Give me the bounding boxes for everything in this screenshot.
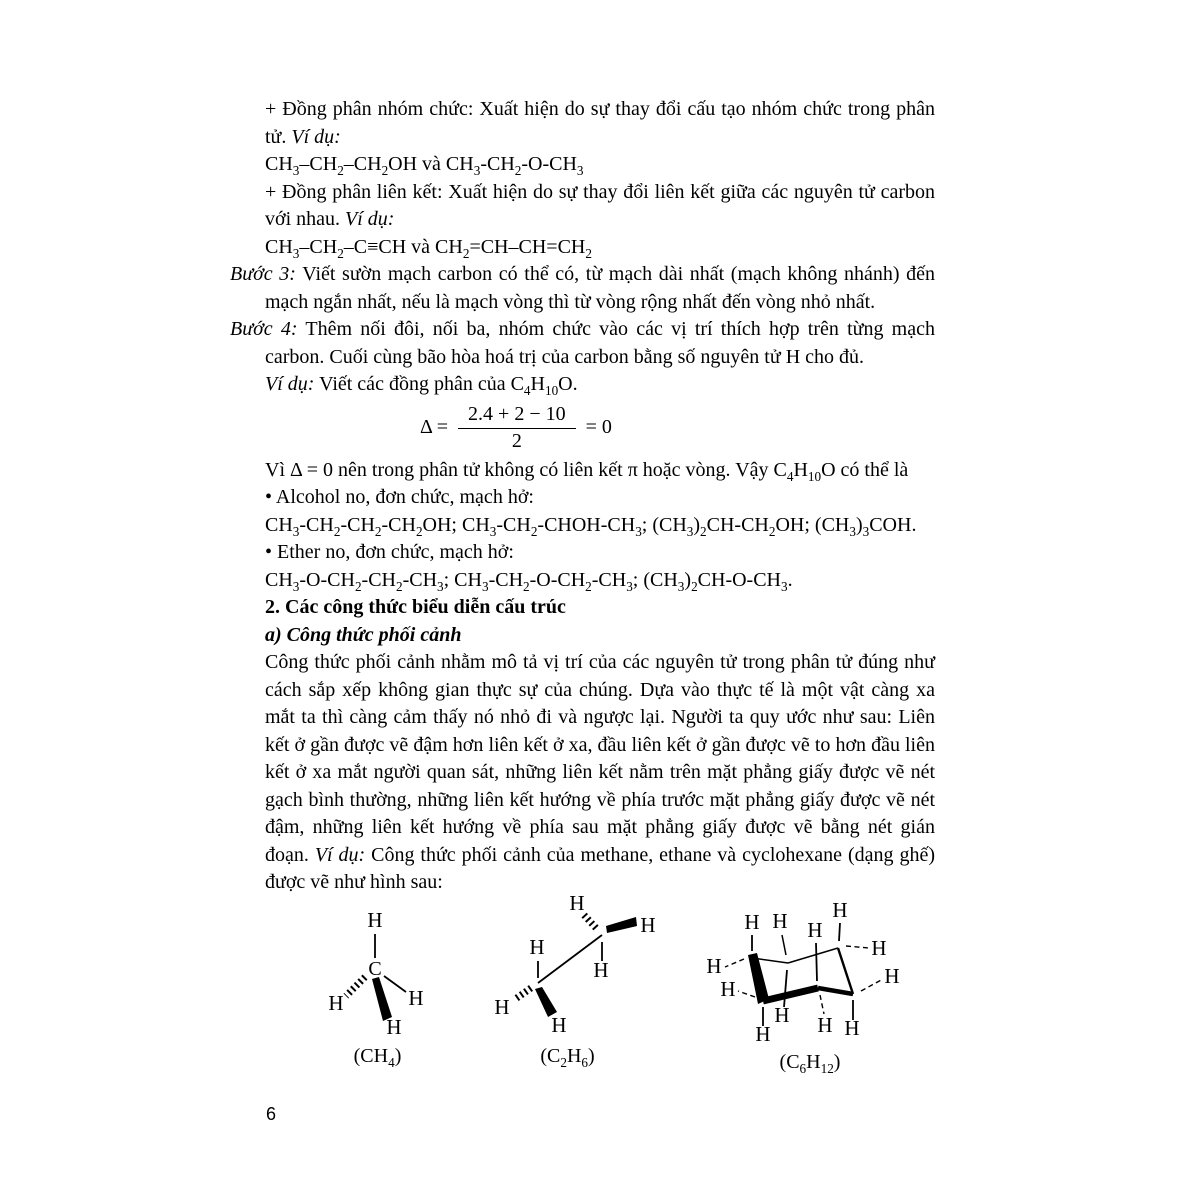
- ethane-structure: [480, 881, 700, 1043]
- atom-label-h: H: [529, 934, 545, 959]
- bond-line: [782, 935, 786, 955]
- paragraph-example-c4h10o: Ví dụ: Viết các đồng phân của $C_4H_{10}O$.: [265, 373, 578, 398]
- dashed-bond: [846, 946, 869, 948]
- formula-line-alcohols: $CH_3-CH_2-CH_2-CH_2OH$; $CH_3-CH_2-CHOH-CH_3$; $(CH_3)_2CH-CH_2OH$; $(CH_3)_3COH$.: [265, 513, 917, 539]
- dashed-bond: [820, 995, 824, 1014]
- section-heading: 2. Các công thức biểu diễn cấu trúc: [265, 596, 566, 618]
- formula-line-alkyne-diene: $CH_3-CH_2-C\equiv CH$ và $CH_2=CH-CH=CH_2$: [265, 235, 592, 261]
- atom-label-h: H: [569, 890, 585, 915]
- bond-line: [816, 943, 817, 981]
- dashed-bond: [725, 959, 744, 967]
- cyclohexane-structure: [690, 891, 930, 1049]
- paragraph-step-4: Bước 4: Thêm nối đôi, nối ba, nhóm chức vào các vị trí thích hợp trên từng mạch carbon. Cuối cùng bão hòa hoá trị của carbon bằng số nguyên tử H cho đủ.: [230, 318, 935, 368]
- atom-label-h: H: [807, 917, 823, 942]
- atom-label-h: H: [755, 1021, 771, 1046]
- content-column: [230, 96, 935, 1097]
- methane-structure: [300, 896, 480, 1043]
- bold-bond: [818, 988, 853, 994]
- dashed-bond: [861, 979, 883, 991]
- ethane-caption: $(C_2H_6)$: [540, 1044, 595, 1070]
- fraction-denominator: 2: [511, 429, 522, 452]
- bond-line: [538, 935, 602, 983]
- hash-bond: [346, 977, 365, 996]
- paragraph-bond-isomer: + Đồng phân liên kết: Xuất hiện do sự thay đổi liên kết giữa các nguyên tử carbon với nhau. Ví dụ:: [265, 180, 935, 230]
- molecule-ethane: [480, 881, 700, 1069]
- hash-bond: [584, 915, 596, 928]
- page-number: 6: [266, 1104, 277, 1124]
- delta-rhs: = 0: [585, 415, 612, 438]
- fraction: [458, 402, 576, 454]
- wedge-bond: [606, 917, 637, 933]
- cyclohexane-caption: $(C_6H_{12})$: [779, 1050, 841, 1076]
- bond-line: [784, 970, 787, 1007]
- cyclohexane-ring: [748, 948, 853, 1004]
- ethane-bonds: [514, 915, 637, 1017]
- paragraph-step-3: Bước 3: Viết sườn mạch carbon có thể có, từ mạch dài nhất (mạch không nhánh) đến mạch ngắn nhất, nếu là mạch vòng thì từ vòng rộng nhất đến vòng nhỏ nhất.: [230, 263, 935, 313]
- bullet-ether: • Ether no, đơn chức, mạch hở:: [265, 541, 514, 563]
- atom-label-h: H: [367, 907, 383, 932]
- formula-line-ethers: $CH_3-O-CH_2-CH_2-CH_3$; $CH_3-CH_2-O-CH_2-CH_3$; $(CH_3)_2CH-O-CH_3$.: [265, 568, 793, 594]
- atom-label-c: C: [368, 957, 382, 980]
- atom-label-h: H: [386, 1014, 402, 1039]
- delta-lhs: Δ =: [420, 415, 449, 438]
- atom-label-h: H: [640, 912, 656, 937]
- atom-label-h: H: [884, 963, 900, 988]
- bond-line: [839, 923, 840, 941]
- atom-label-h: H: [494, 994, 510, 1019]
- molecule-methane: [300, 896, 480, 1069]
- paragraph-perspective-formula: Công thức phối cảnh nhằm mô tả vị trí của các nguyên tử trong phân tử đúng như cách sắp xếp không gian thực sự của chúng. Dựa vào thực tế là một vật càng xa mắt ta thì càng cảm thấy nó nhỏ đi và ngược lại. Người ta quy ước như sau: Liên kết ở gần được vẽ đậm hơn liên kết ở xa, đầu liên kết ở gần được vẽ to hơn đầu liên kết ở xa mắt người quan sát, những liên kết nằm trên mặt phẳng giấy được vẽ nét gạch bình thường, những liên kết hướng về phía trước mặt phẳng giấy được vẽ nét đậm, những liên kết hướng về phía sau mặt phẳng giấy được vẽ bằng nét gián đoạn. Ví dụ: Công thức phối cảnh của methane, ethane và cyclohexane (dạng ghế) được vẽ như hình sau:: [265, 651, 935, 893]
- atom-label-h: H: [772, 908, 788, 933]
- paragraph-delta-conclusion: Vì Δ = 0 nên trong phân tử không có liên kết π hoặc vòng. Vậy $C_4H_{10}O$ có thể là: [265, 458, 909, 484]
- atom-label-h: H: [774, 1002, 790, 1027]
- atom-label-h: H: [408, 985, 424, 1010]
- bond-line: [788, 948, 838, 963]
- hash-bond: [514, 988, 531, 1000]
- bullet-alcohol: • Alcohol no, đơn chức, mạch hở:: [265, 486, 534, 508]
- molecule-diagrams: [265, 890, 935, 1097]
- molecule-cyclohexane: [690, 891, 930, 1075]
- delta-formula: [420, 399, 935, 457]
- atom-label-h: H: [844, 1015, 860, 1040]
- atom-label-h: H: [706, 953, 722, 978]
- fraction-numerator: 2.4 + 2 − 10: [458, 402, 576, 429]
- dashed-bond: [738, 991, 755, 997]
- atom-label-h: H: [720, 976, 736, 1001]
- atom-label-h: H: [593, 957, 609, 982]
- atom-label-h: H: [832, 897, 848, 922]
- subsection-heading: a) Công thức phối cảnh: [265, 623, 462, 646]
- atom-label-h: H: [744, 909, 760, 934]
- atom-label-h: H: [817, 1012, 833, 1037]
- atom-label-h: H: [871, 935, 887, 960]
- cyclohexane-h-bonds: [725, 923, 883, 1026]
- bold-bond: [763, 988, 818, 1001]
- formula-line-alcohol-ether: $CH_3-CH_2-CH_2OH$ và $CH_3-CH_2-O-CH_3$: [265, 153, 584, 178]
- paragraph-functional-group-isomer: + Đồng phân nhóm chức: Xuất hiện do sự thay đổi cấu tạo nhóm chức trong phân tử. Ví dụ:: [265, 98, 935, 148]
- atom-label-h: H: [328, 990, 344, 1015]
- atom-label-h: H: [551, 1012, 567, 1037]
- methane-caption: $(CH_4)$: [353, 1044, 402, 1070]
- bond-line: [384, 976, 406, 992]
- bond-line: [838, 948, 853, 994]
